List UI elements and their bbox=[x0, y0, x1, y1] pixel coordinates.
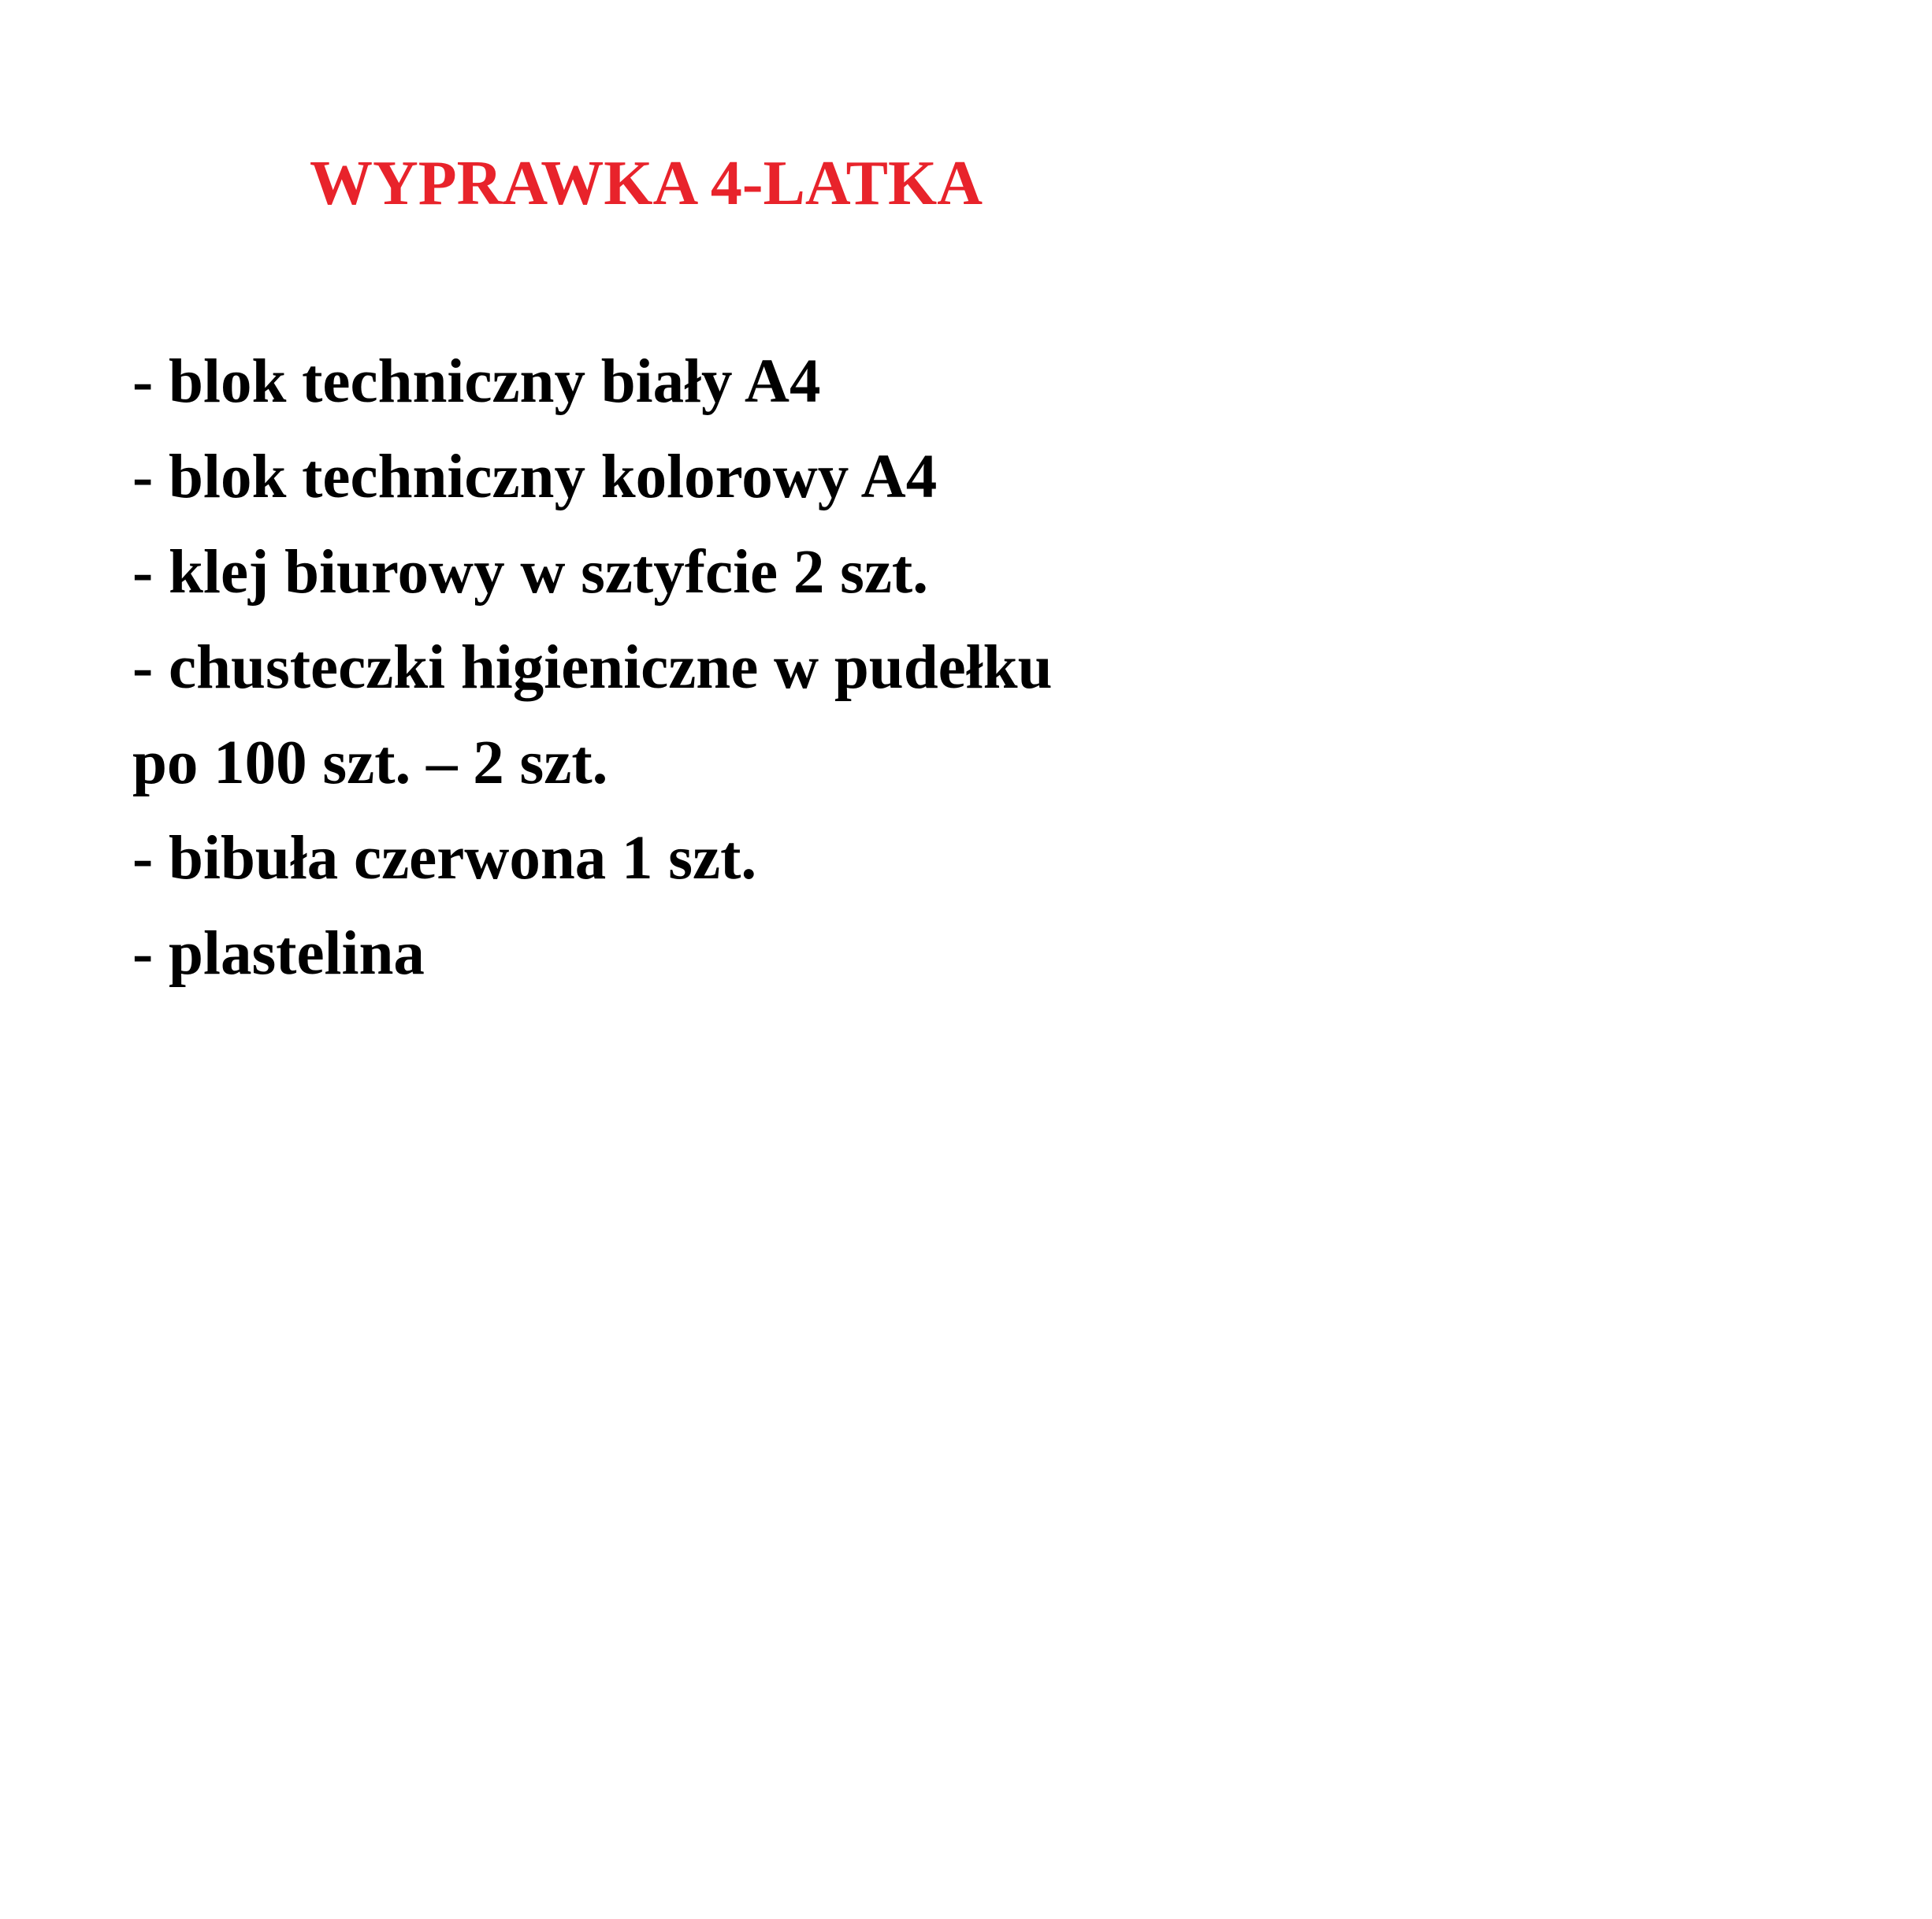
list-item-continuation: po 100 szt. – 2 szt. bbox=[132, 729, 608, 797]
list-item: - blok techniczny biały A4 bbox=[132, 347, 821, 416]
list-item: - blok techniczny kolorowy A4 bbox=[132, 443, 938, 511]
list-item: - plastelina bbox=[132, 919, 425, 988]
list-item: - bibuła czerwona 1 szt. bbox=[132, 824, 757, 893]
list-item: - klej biurowy w sztyfcie 2 szt. bbox=[132, 538, 928, 607]
document-page bbox=[0, 0, 1235, 1227]
document-title: WYPRAWKA 4-LATKA bbox=[309, 149, 983, 218]
supply-list bbox=[132, 334, 1053, 1001]
list-item: - chusteczki higieniczne w pudełku bbox=[132, 633, 1053, 702]
